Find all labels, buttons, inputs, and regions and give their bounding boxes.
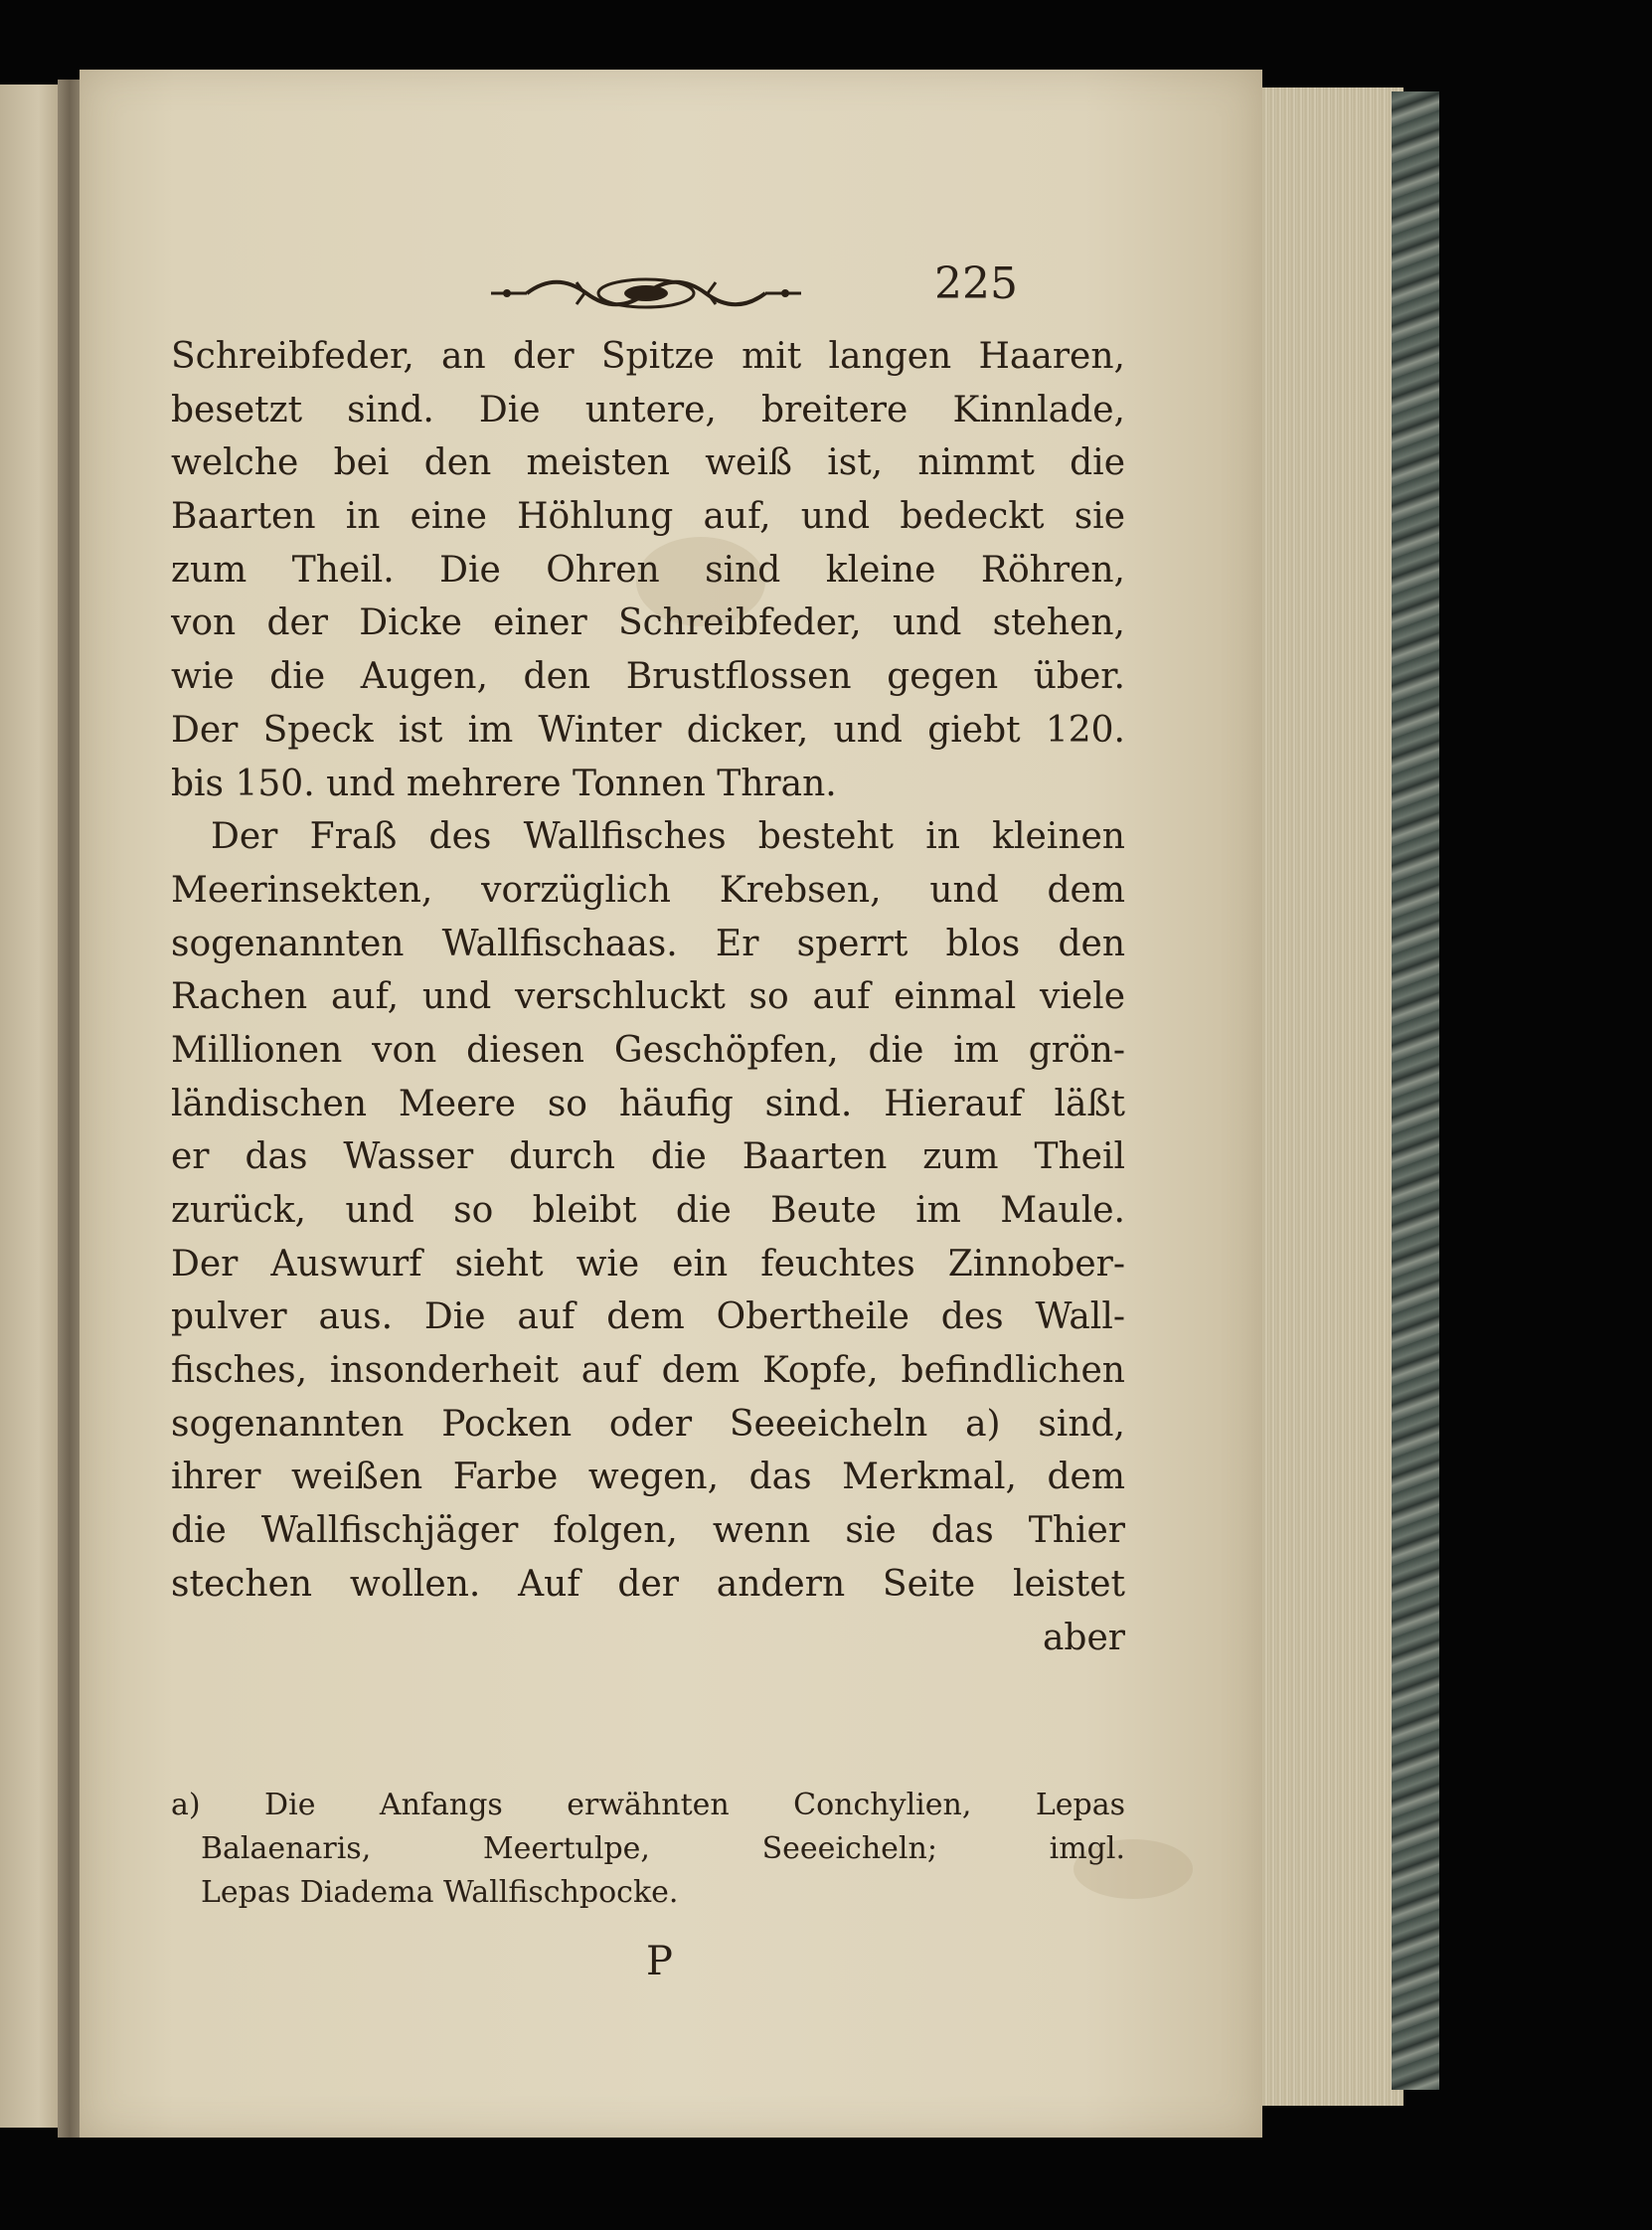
left-page-edge <box>0 85 64 2128</box>
text-line: ihrer weißen Farbe wegen, das Merkmal, dem <box>171 1457 1125 1498</box>
text-line: Der Fraß des Wallfisches besteht in kleinen <box>211 816 1125 858</box>
text-line: bis 150. und mehrere Tonnen Thran. <box>171 763 837 804</box>
book-page <box>80 70 1262 2138</box>
header-ornament-icon <box>487 270 805 316</box>
text-line: stechen wollen. Auf der andern Seite leistet <box>171 1563 1125 1605</box>
page-header <box>80 258 1262 328</box>
text-line: Meerinsekten, vorzüglich Krebsen, und dem <box>171 869 1125 911</box>
text-line: Schreibfeder, an der Spitze mit langen Haaren, <box>171 336 1125 377</box>
text-line: sogenannten Wallfischaas. Er sperrt blos den <box>171 923 1125 964</box>
text-line: wie die Augen, den Brustflossen gegen über. <box>171 656 1125 698</box>
text-line: zum Theil. Die Ohren sind kleine Röhren, <box>171 549 1125 591</box>
text-line: sogenannten Pocken oder Seeeicheln a) sind, <box>171 1403 1125 1445</box>
text-line: die Wallfischjäger folgen, wenn sie das Thier <box>171 1510 1125 1552</box>
text-line: fisches, insonderheit auf dem Kopfe, befindlichen <box>171 1350 1125 1392</box>
footnote-line: Balaenaris, Meertulpe, Seeeicheln; imgl. <box>201 1831 1125 1866</box>
text-line: Der Speck ist im Winter dicker, und giebt 120. <box>171 709 1125 751</box>
body-text <box>171 330 1125 1664</box>
footnote <box>171 1784 1125 1915</box>
text-line: er das Wasser durch die Baarten zum Theil <box>171 1136 1125 1178</box>
signature-mark: P <box>646 1939 673 1984</box>
text-line: ländischen Meere so häufig sind. Hierauf läßt <box>171 1083 1125 1124</box>
text-line: Millionen von diesen Geschöpfen, die im grön- <box>171 1029 1125 1071</box>
text-line: Rachen auf, und verschluckt so auf einmal viele <box>171 976 1125 1018</box>
text-line: besetzt sind. Die untere, breitere Kinnlade, <box>171 389 1125 430</box>
text-line: zurück, und so bleibt die Beute im Maule. <box>171 1190 1125 1231</box>
text-line: von der Dicke einer Schreibfeder, und stehen, <box>171 602 1125 644</box>
footnote-line: a) Die Anfangs erwähnten Conchylien, Lepas <box>171 1788 1125 1822</box>
catchword: aber <box>1042 1617 1125 1658</box>
marbled-cover-edge <box>1392 91 1439 2090</box>
text-line: pulver aus. Die auf dem Obertheile des Wall- <box>171 1296 1125 1338</box>
footnote-line: Lepas Diadema Wallfischpocke. <box>201 1875 679 1910</box>
text-line: Der Auswurf sieht wie ein feuchtes Zinnober- <box>171 1243 1125 1285</box>
page-edges <box>1254 87 1404 2106</box>
text-line: Baarten in eine Höhlung auf, und bedeckt sie <box>171 496 1125 538</box>
page-number: 225 <box>934 258 1018 309</box>
text-line: welche bei den meisten weiß ist, nimmt die <box>171 442 1125 484</box>
